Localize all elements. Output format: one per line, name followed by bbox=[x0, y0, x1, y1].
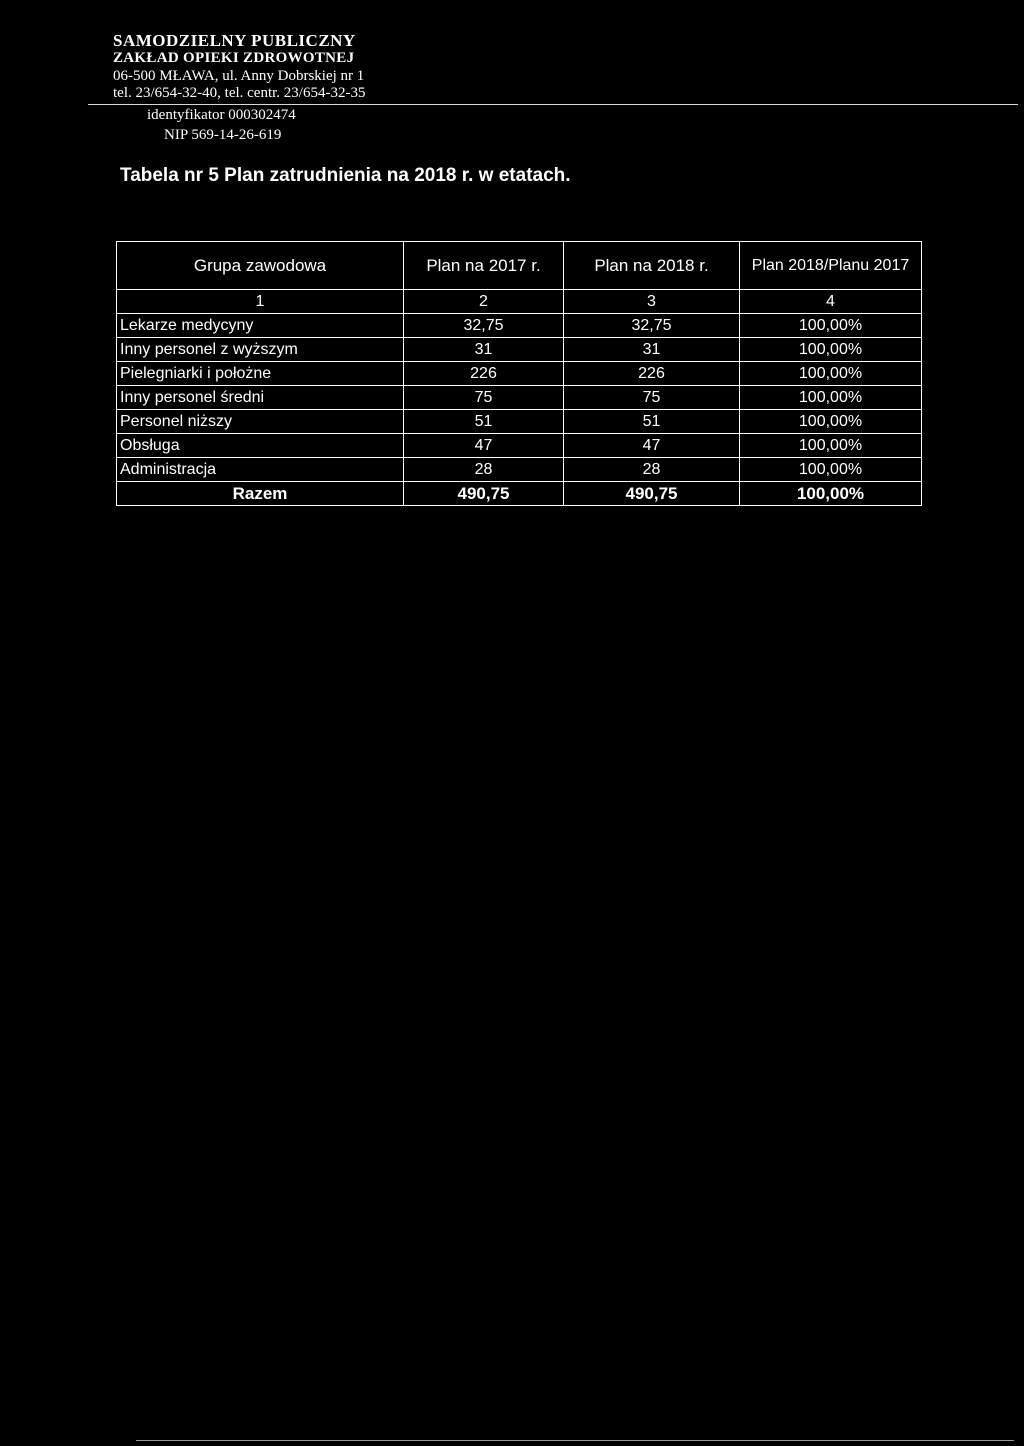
cell-group: Lekarze medycyny bbox=[117, 314, 404, 338]
document-title: Tabela nr 5 Plan zatrudnienia na 2018 r. w etatach. bbox=[120, 165, 571, 186]
header-plan-2017: Plan na 2017 r. bbox=[404, 242, 564, 290]
stamp-divider bbox=[88, 104, 1018, 105]
cell-ratio: 100,00% bbox=[740, 338, 922, 362]
table-row bbox=[117, 314, 922, 338]
total-ratio: 100,00% bbox=[740, 482, 922, 506]
total-plan-2017: 490,75 bbox=[404, 482, 564, 506]
column-number-3: 3 bbox=[564, 290, 740, 314]
stamp-line-phone: tel. 23/654-32-40, tel. centr. 23/654-32-35 bbox=[113, 85, 366, 101]
cell-plan-2017: 32,75 bbox=[404, 314, 564, 338]
cell-plan-2017: 28 bbox=[404, 458, 564, 482]
stamp-line-address: 06-500 MŁAWA, ul. Anny Dobrskiej nr 1 bbox=[113, 68, 365, 84]
cell-group: Inny personel średni bbox=[117, 386, 404, 410]
table-row bbox=[117, 458, 922, 482]
cell-plan-2017: 31 bbox=[404, 338, 564, 362]
cell-ratio: 100,00% bbox=[740, 386, 922, 410]
cell-ratio: 100,00% bbox=[740, 458, 922, 482]
header-group: Grupa zawodowa bbox=[117, 242, 404, 290]
cell-ratio: 100,00% bbox=[740, 434, 922, 458]
total-row bbox=[117, 482, 922, 506]
table-row bbox=[117, 386, 922, 410]
cell-plan-2017: 75 bbox=[404, 386, 564, 410]
cell-plan-2017: 51 bbox=[404, 410, 564, 434]
footer-divider bbox=[136, 1440, 1014, 1441]
table-row bbox=[117, 338, 922, 362]
employment-plan-table bbox=[116, 241, 922, 506]
cell-plan-2017: 47 bbox=[404, 434, 564, 458]
cell-ratio: 100,00% bbox=[740, 362, 922, 386]
table-row bbox=[117, 434, 922, 458]
cell-plan-2018: 28 bbox=[564, 458, 740, 482]
stamp-line-identifier: identyfikator 000302474 bbox=[147, 107, 296, 123]
column-number-1: 1 bbox=[117, 290, 404, 314]
stamp-line-name-2: ZAKŁAD OPIEKI ZDROWOTNEJ bbox=[113, 50, 355, 66]
cell-plan-2018: 47 bbox=[564, 434, 740, 458]
column-number-4: 4 bbox=[740, 290, 922, 314]
stamp-line-nip: NIP 569-14-26-619 bbox=[164, 127, 282, 143]
cell-group: Obsługa bbox=[117, 434, 404, 458]
table-header-row bbox=[117, 242, 922, 290]
cell-group: Pielegniarki i położne bbox=[117, 362, 404, 386]
cell-group: Personel niższy bbox=[117, 410, 404, 434]
total-label: Razem bbox=[117, 482, 404, 506]
institution-stamp bbox=[0, 0, 1024, 160]
table-row bbox=[117, 410, 922, 434]
cell-plan-2018: 226 bbox=[564, 362, 740, 386]
cell-plan-2018: 31 bbox=[564, 338, 740, 362]
cell-ratio: 100,00% bbox=[740, 314, 922, 338]
header-ratio: Plan 2018/Planu 2017 bbox=[740, 242, 922, 290]
total-plan-2018: 490,75 bbox=[564, 482, 740, 506]
cell-plan-2018: 75 bbox=[564, 386, 740, 410]
cell-plan-2018: 32,75 bbox=[564, 314, 740, 338]
cell-plan-2017: 226 bbox=[404, 362, 564, 386]
column-number-row bbox=[117, 290, 922, 314]
cell-group: Administracja bbox=[117, 458, 404, 482]
cell-group: Inny personel z wyższym bbox=[117, 338, 404, 362]
cell-plan-2018: 51 bbox=[564, 410, 740, 434]
cell-ratio: 100,00% bbox=[740, 410, 922, 434]
stamp-line-name-1: SAMODZIELNY PUBLICZNY bbox=[113, 31, 356, 50]
table-row bbox=[117, 362, 922, 386]
header-plan-2018: Plan na 2018 r. bbox=[564, 242, 740, 290]
column-number-2: 2 bbox=[404, 290, 564, 314]
